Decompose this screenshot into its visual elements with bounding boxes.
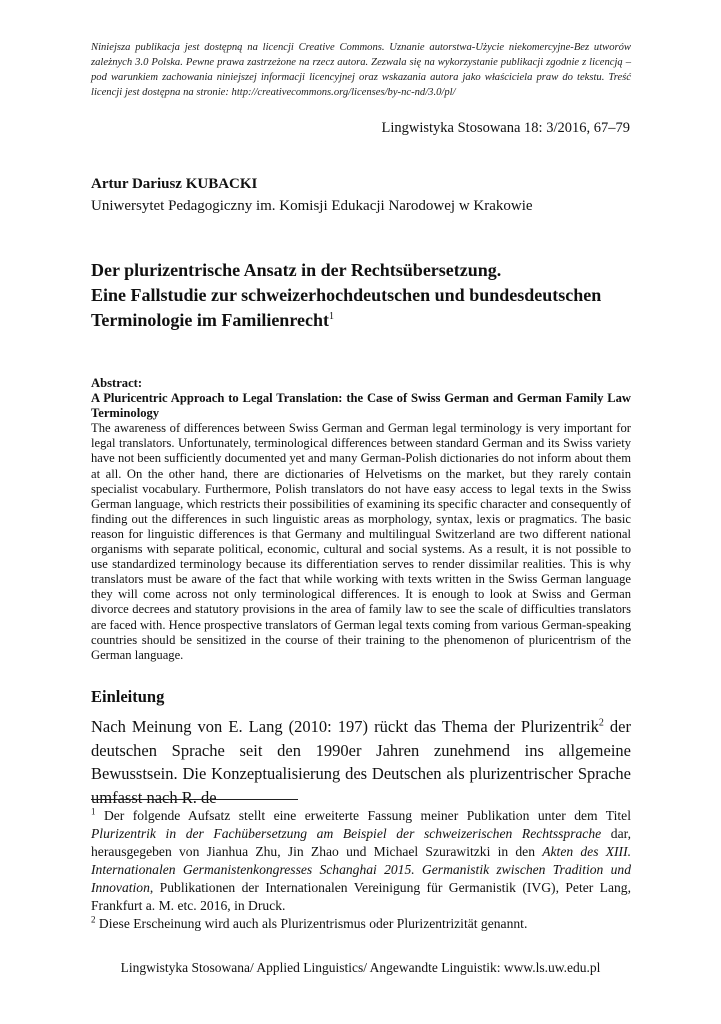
footnote-1-text-a: Der folgende Aufsatz stellt eine erweiterte Fassung meiner Publikation unter dem Titel [95, 808, 631, 823]
body-footnote-mark[interactable]: 2 [598, 717, 604, 729]
footnote-1-italic-a: Plurizentrik in der Fachübersetzung am Beispiel der schweizerischen Rechtssprache [91, 826, 602, 841]
title-footnote-mark[interactable]: 1 [328, 311, 334, 322]
body-paragraph [91, 715, 631, 809]
license-notice: Niniejsza publikacja jest dostępną na licencji Creative Commons. Uznanie autorstwa-Użycie niekomercyjne-Bez utworów zależnych 3.0 Polska. Pewne prawa zastrzeżone na rzecz autora. Zezwala się na wykorzystanie publikacji zgodnie z licencją – pod warunkiem zachowania niniejszej informacji licencyjnej oraz wskazania autora jako właściciela praw do tekstu. Treść licencji jest dostępna na stronie: http://creativecommons.org/licenses/by-nc-nd/3.0/pl/ [91, 42, 631, 98]
author-block [91, 173, 533, 217]
page-footer: Lingwistyka Stosowana/ Applied Linguistics/ Angewandte Linguistik: www.ls.uw.edu.pl [120, 960, 601, 975]
footnote-2-mark: 2 [91, 914, 96, 925]
footnote-2 [91, 915, 631, 933]
title-line-1: Der plurizentrische Ansatz in der Rechtsübersetzung. [91, 260, 502, 280]
author-name: Artur Dariusz KUBACKI [91, 176, 258, 192]
section-heading: Einleitung [91, 687, 165, 706]
abstract [91, 376, 631, 663]
title-line-3 [91, 308, 651, 333]
abstract-body: The awareness of differences between Swiss German and German legal terminology is very important for legal translators. Unfortunately, terminological differences between standard German and its Swiss variety have not been sufficiently documented yet and many German-Polish dictionaries do not inform about them at all. On the other hand, there are dictionaries of Helvetisms on the market, but they rarely contain specialist vocabulary. Furthermore, Polish translators do not have easy access to legal texts in the Swiss German language, which restricts their possibilities of examining its specific character and consequently of finding out the differences in such linguistic areas as morphology, syntax, lexis or pragmatics. The basic reason for linguistic differences is that Germany and multilingual Switzerland are two different national organisms with separate political, economic, cultural and social systems. As a result, it is not possible to use standardized terminology because its differentiation serves to render dissimilar realities. This is why translators must be aware of the fact that while working with texts written in the Swiss German language they will come across not only terminological differences. It is enough to look at Swiss and German divorce decrees and statutory provisions in the area of family law to see the scale of difficulties translators are faced with. Hence prospective translators of German legal texts coming from various German-speaking countries should be sensitized in the course of their training to the phenomenon of pluricentrism of the German language. [91, 421, 631, 662]
footnotes [91, 807, 631, 933]
footnote-1-text-b: dar, herausgegeben von Jianhua Zhu, Jin Zhao und Michael Szurawitzki in den [91, 826, 631, 859]
footnote-divider [91, 799, 298, 800]
body-text-part-2: der deutschen Sprache seit den 1990er Jahren zunehmend ins allgemeine Bewusstsein. Die Konzeptualisierung des Deutschen als plurizentrischer Sprache umfasst nach R. de [91, 717, 631, 807]
title-line-3-text: Terminologie im Familienrecht [91, 310, 329, 330]
footnote-1-text-c: , Publikationen der Internationalen Vereinigung für Germanistik (IVG), Peter Lang, Frankfurt a. M. etc. 2016, in Druck. [91, 880, 631, 913]
body-text-part-1: Nach Meinung von E. Lang (2010: 197) rückt das Thema der Plurizentrik [91, 717, 599, 736]
author-affiliation: Uniwersytet Pedagogiczny im. Komisji Edukacji Narodowej w Krakowie [91, 198, 533, 214]
title-line-2: Eine Fallstudie zur schweizerhochdeutschen und bundesdeutschen [91, 285, 602, 305]
footnote-1 [91, 807, 631, 915]
paper-title [91, 258, 651, 333]
footnote-1-italic-b: Akten des XIII. Internationalen Germanistenkongresses Schanghai 2015. Germanistik zwischen Tradition und Innovation [91, 844, 631, 895]
footnote-1-mark: 1 [91, 806, 96, 817]
abstract-title: A Pluricentric Approach to Legal Translation: the Case of Swiss German and German Family Law Terminology [91, 391, 631, 421]
journal-reference: Lingwistyka Stosowana 18: 3/2016, 67–79 [381, 120, 630, 136]
abstract-label: Abstract: [91, 376, 143, 390]
footnote-2-text: Diese Erscheinung wird auch als Plurizentrismus oder Plurizentrizität genannt. [95, 916, 528, 931]
